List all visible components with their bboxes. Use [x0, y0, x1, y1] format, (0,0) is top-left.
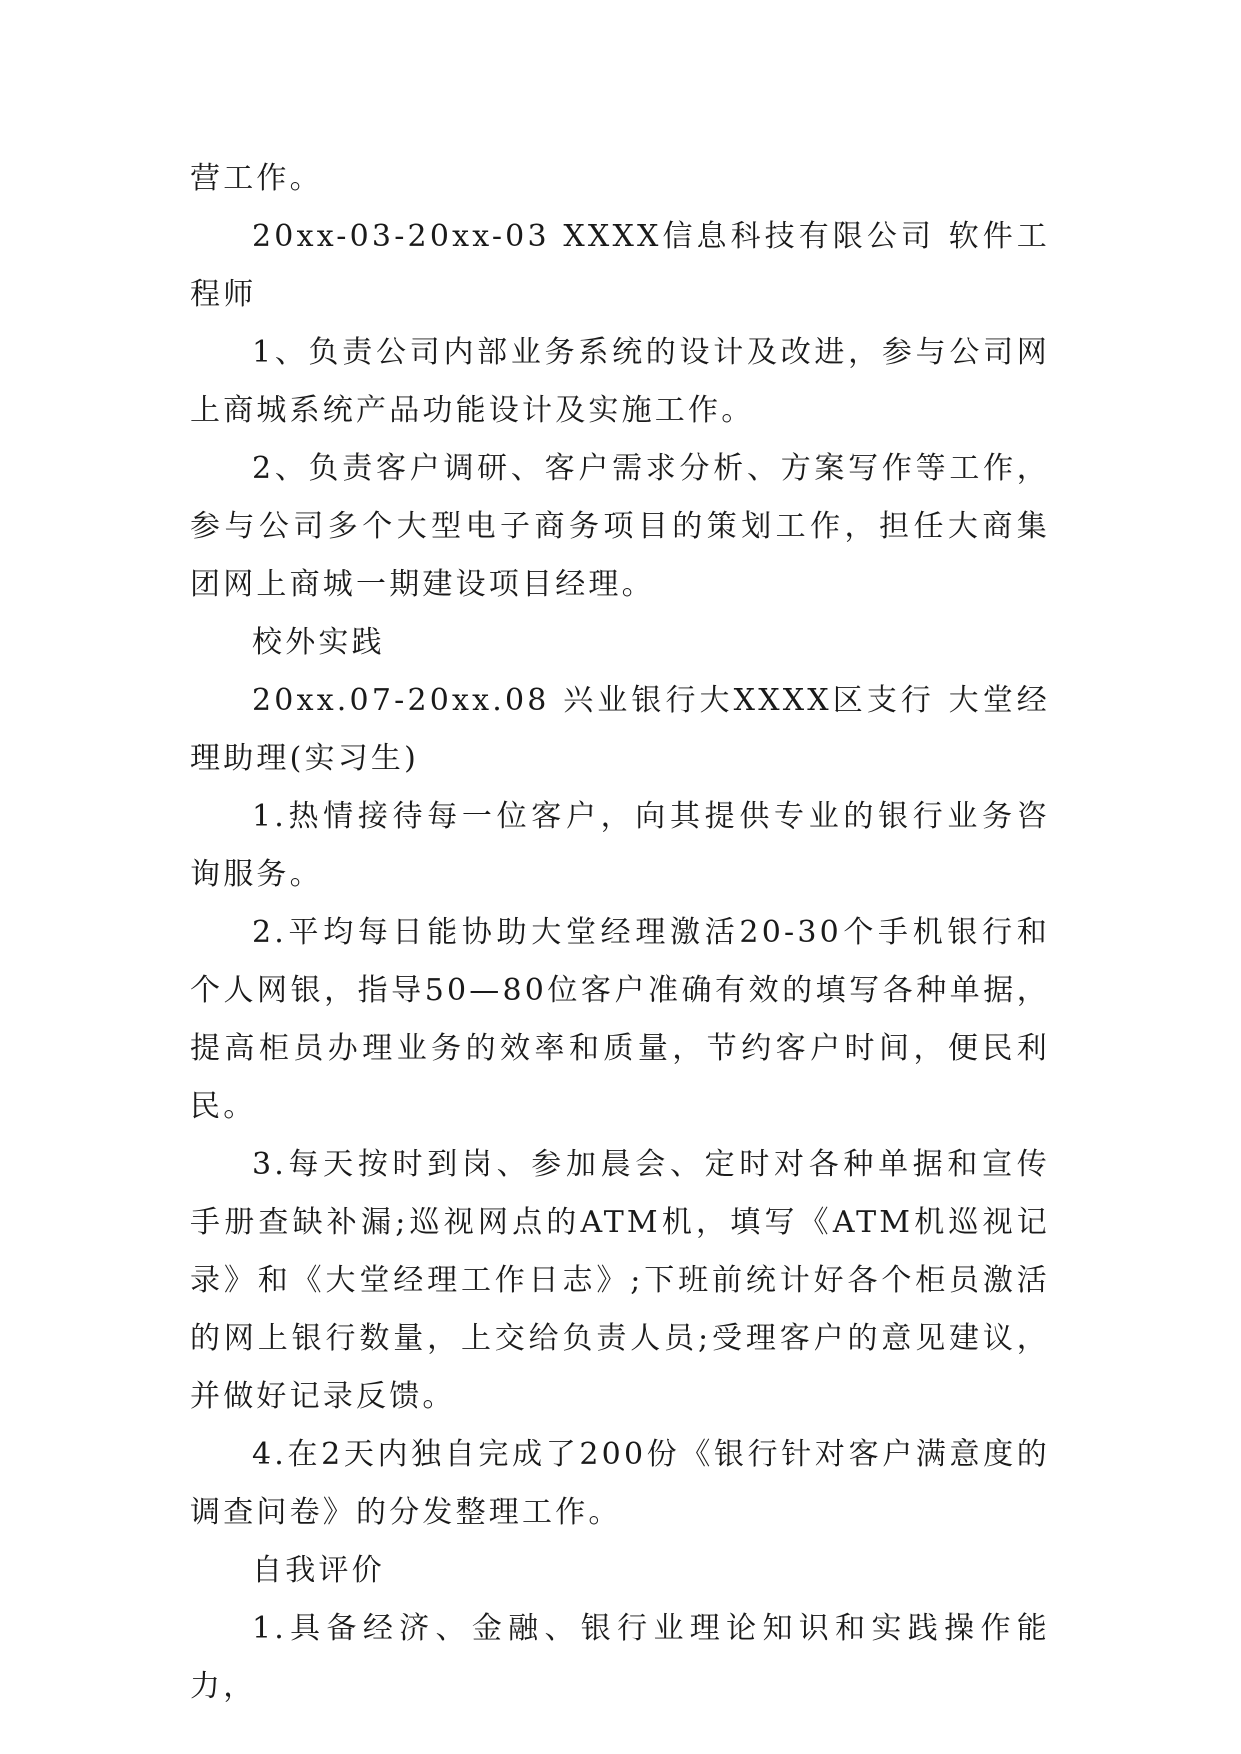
- job-duty-1: 1、负责公司内部业务系统的设计及改进，参与公司网上商城系统产品功能设计及实施工作。: [190, 335, 1050, 428]
- document-body: [190, 150, 1050, 1716]
- section-heading-self-evaluation: 自我评价: [252, 1553, 385, 1588]
- self-evaluation-item-1: 1.具备经济、金融、银行业理论知识和实践操作能力，: [190, 1611, 1050, 1704]
- internship-duty-2: 2.平均每日能协助大堂经理激活20-30个手机银行和个人网银，指导50—80位客户准确有效的填写各种单据，提高柜员办理业务的效率和质量，节约客户时间，便民利民。: [190, 915, 1050, 1124]
- internship-duty-4: 4.在2天内独自完成了200份《银行针对客户满意度的调查问卷》的分发整理工作。: [190, 1437, 1050, 1530]
- job-entry-heading: 20xx-03-20xx-03 XXXX信息科技有限公司 软件工程师: [190, 219, 1050, 312]
- internship-duty-3: 3.每天按时到岗、参加晨会、定时对各种单据和宣传手册查缺补漏;巡视网点的ATM机，填写《ATM机巡视记录》和《大堂经理工作日志》;下班前统计好各个柜员激活的网上银行数量，上交给负责人员;受理客户的意见建议，并做好记录反馈。: [190, 1147, 1050, 1414]
- paragraph-continuation: 营工作。: [190, 161, 323, 196]
- job-duty-2: 2、负责客户调研、客户需求分析、方案写作等工作，参与公司多个大型电子商务项目的策划工作，担任大商集团网上商城一期建设项目经理。: [190, 451, 1050, 602]
- section-heading-practice: 校外实践: [252, 625, 385, 660]
- internship-duty-1: 1.热情接待每一位客户，向其提供专业的银行业务咨询服务。: [190, 799, 1050, 892]
- internship-entry-heading: 20xx.07-20xx.08 兴业银行大XXXX区支行 大堂经理助理(实习生): [190, 683, 1050, 776]
